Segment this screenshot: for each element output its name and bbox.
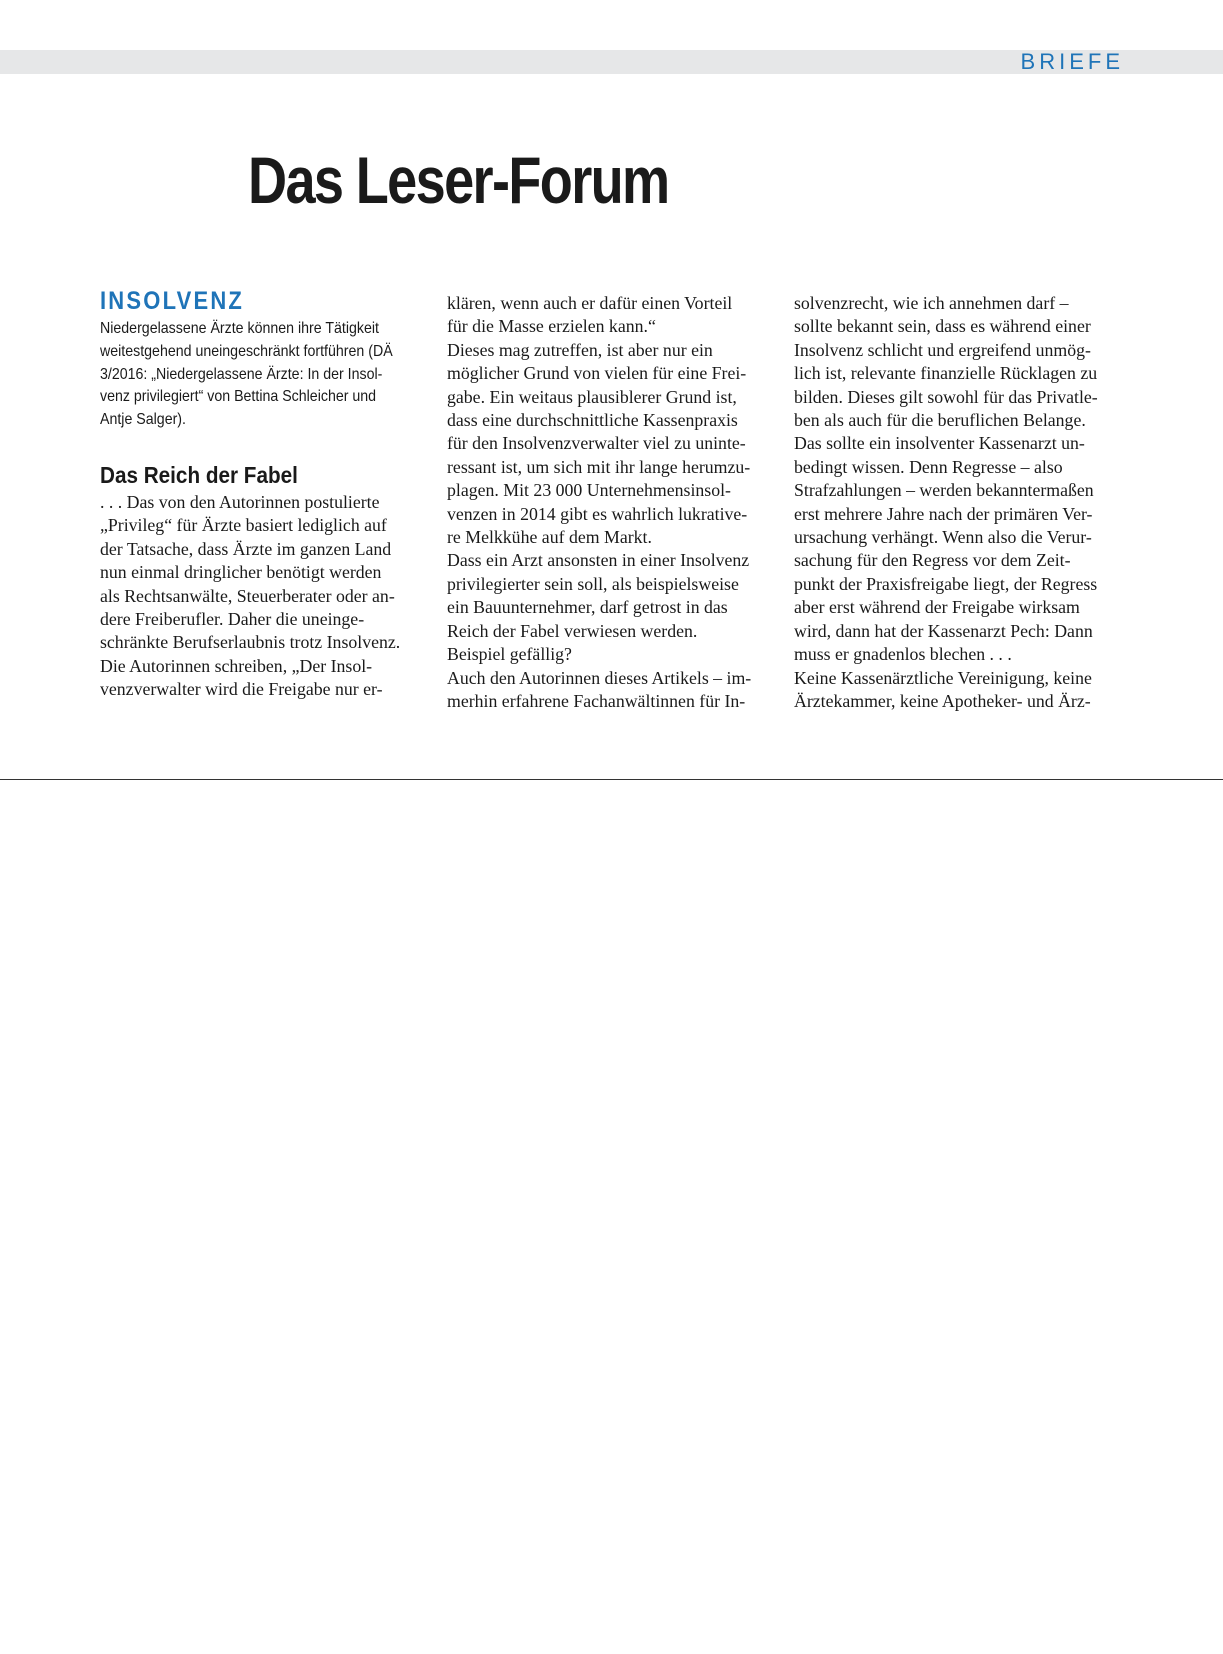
body-line: der Tatsache, dass Ärzte im ganzen Land [100, 538, 392, 559]
page-title: Das Leser-Forum [248, 143, 669, 217]
body-line: . . . Das von den Autorinnen postulierte [100, 491, 380, 512]
body-line: muss er gnadenlos blechen . . . [794, 644, 1012, 665]
body-line: Keine Kassenärztliche Vereinigung, keine [794, 667, 1092, 688]
intro-line: 3/2016: „Niedergelassene Ärzte: In der Insol- [100, 365, 383, 383]
topic-heading: INSOLVENZ [100, 287, 245, 315]
body-line: plagen. Mit 23 000 Unternehmensinsol- [447, 480, 731, 501]
body-line: Ärztekammer, keine Apotheker- und Ärz- [794, 690, 1091, 711]
body-line: dere Freiberufler. Daher die uneinge- [100, 609, 365, 630]
body-line: aber erst während der Freigabe wirksam [794, 597, 1080, 618]
intro-line: weitestgehend uneingeschränkt fortführen (DÄ [100, 342, 393, 360]
body-line: merhin erfahrene Fachanwältinnen für In- [447, 690, 746, 711]
body-line: „Privileg“ für Ärzte basiert lediglich auf [100, 515, 387, 536]
body-line: solvenzrecht, wie ich annehmen darf – [794, 293, 1069, 313]
body-line: punkt der Praxisfreigabe liegt, der Regress [794, 573, 1098, 594]
body-line: gabe. Ein weitaus plausiblerer Grund ist, [447, 386, 737, 407]
body-line: schränkte Berufserlaubnis trotz Insolvenz. [100, 632, 401, 653]
body-line: bilden. Dieses gilt sowohl für das Privatle- [794, 386, 1098, 407]
body-line: möglicher Grund von vielen für eine Frei- [447, 363, 747, 384]
intro-line: venz privilegiert“ von Bettina Schleicher und [100, 388, 377, 406]
body-line: wird, dann hat der Kassenarzt Pech: Dann [794, 620, 1093, 641]
body-line: ben als auch für die beruflichen Belange. [794, 410, 1086, 431]
article-column-2 [447, 292, 777, 713]
column-1-body [100, 491, 430, 702]
body-line: ursachung verhängt. Wenn also die Verur- [794, 527, 1092, 548]
body-line: Die Autorinnen schreiben, „Der Insol- [100, 655, 373, 676]
body-line: Insolvenz schlicht und ergreifend unmög- [794, 339, 1091, 360]
body-line: Beispiel gefällig? [447, 644, 572, 665]
body-line: für den Insolvenzverwalter viel zu uninte- [447, 433, 746, 454]
horizontal-rule [0, 779, 1223, 780]
body-line: Dass ein Arzt ansonsten in einer Insolvenz [447, 550, 750, 571]
body-line: klären, wenn auch er dafür einen Vorteil [447, 293, 733, 313]
body-line: Dieses mag zutreffen, ist aber nur ein [447, 339, 713, 360]
body-line: erst mehrere Jahre nach der primären Ver- [794, 503, 1093, 524]
body-line: privilegierter sein soll, als beispielsweise [447, 573, 739, 594]
body-line: venzen in 2014 gibt es wahrlich lukrative- [447, 503, 748, 524]
article-intro [100, 318, 428, 432]
body-line: nun einmal dringlicher benötigt werden [100, 562, 382, 583]
article-column-1 [100, 286, 430, 702]
body-line: dass eine durchschnittliche Kassenpraxis [447, 410, 738, 431]
body-line: als Rechtsanwälte, Steuerberater oder an- [100, 585, 395, 606]
body-line: Reich der Fabel verwiesen werden. [447, 620, 698, 641]
body-line: Das sollte ein insolventer Kassenarzt un- [794, 433, 1085, 454]
body-line: für die Masse erzielen kann.“ [447, 316, 656, 337]
body-line: ein Bauunternehmer, darf getrost in das [447, 597, 728, 618]
body-line: venzverwalter wird die Freigabe nur er- [100, 679, 383, 700]
body-line: Strafzahlungen – werden bekanntermaßen [794, 480, 1094, 501]
intro-line: Niedergelassene Ärzte können ihre Tätigkeit [100, 320, 379, 337]
letter-subheading: Das Reich der Fabel [100, 461, 298, 488]
body-line: ressant ist, um sich mit ihr lange herumzu- [447, 456, 751, 477]
body-line: re Melkkühe auf dem Markt. [447, 527, 652, 548]
body-line: Auch den Autorinnen dieses Artikels – im- [447, 667, 752, 688]
body-line: lich ist, relevante finanzielle Rücklagen zu [794, 363, 1098, 384]
section-label: BRIEFE [1020, 49, 1124, 74]
intro-line: Antje Salger). [100, 411, 186, 429]
body-line: sollte bekannt sein, dass es während einer [794, 316, 1091, 337]
body-line: sachung für den Regress vor dem Zeit- [794, 550, 1071, 571]
body-line: bedingt wissen. Denn Regresse – also [794, 456, 1063, 477]
article-column-3 [794, 292, 1124, 713]
